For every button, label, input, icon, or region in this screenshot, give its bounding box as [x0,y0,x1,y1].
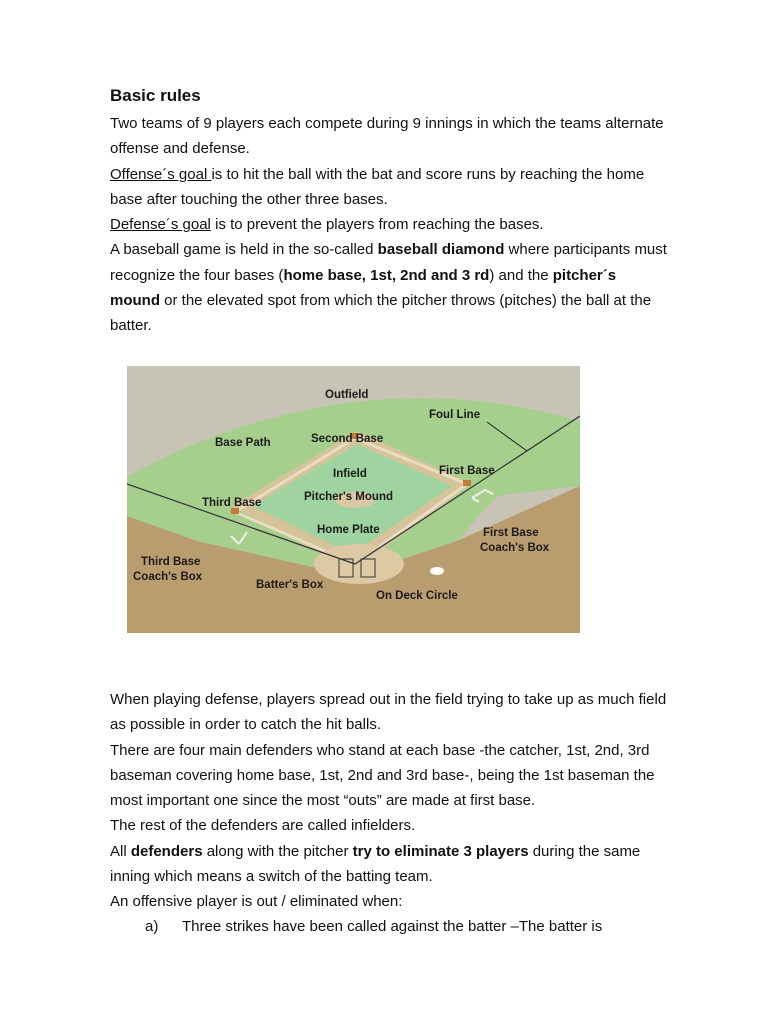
label-base-path: Base Path [215,437,271,449]
label-third-base-coach-line2: Coach's Box [133,571,203,583]
list-item-text: Three strikes have been called against the batter –The batter is [182,918,603,935]
defense-goal-term: Defense´s goal [110,216,211,234]
text-run: along with the pitcher [202,842,353,860]
list-marker: a) [145,918,159,935]
intro-paragraph-4 [110,237,670,338]
text-run: or the elevated spot from which the pitcher throws (pitches) the ball at the batter. [110,292,652,335]
page-heading: Basic rules [110,86,201,105]
intro-paragraph-1: Two teams of 9 players each compete during 9 innings in which the teams alternate offense and defense. [110,115,664,158]
defense-text [110,687,670,915]
text-run: where participants must recognize the four bases ( [110,241,667,284]
body-paragraph-1: When playing defense, players spread out in the field trying to take up as much field as possible in order to catch the hit balls. [110,691,667,734]
label-third-base-coach-line1: Third Base [141,556,201,568]
home-plate-circle [314,544,404,584]
bold-term: defenders [130,842,203,860]
intro-paragraph-3 [110,212,670,237]
baseball-diamond-diagram [127,366,580,633]
label-third-base: Third Base [202,497,262,509]
body-paragraph-2: There are four main defenders who stand at each base -the catcher, 1st, 2nd, 3rd baseman covering home base, 1st, 2nd and 3rd base-, being the 1st baseman the most important one since the most “outs” are made at first base. [110,741,655,810]
body-paragraph-4 [110,839,670,890]
label-pitchers-mound: Pitcher's Mound [304,491,393,503]
intro-text [110,111,670,339]
text-run: A baseball game is held in the so-called [110,241,378,259]
label-foul-line: Foul Line [429,409,481,421]
intro-paragraph-2 [110,162,670,213]
first-base-marker [463,480,471,486]
label-first-base: First Base [439,465,495,477]
offense-goal-term: Offense´s goal [110,165,212,183]
label-first-base-coach-line2: Coach's Box [480,542,550,554]
defense-goal-text: is to prevent the players from reaching the bases. [210,216,544,234]
bold-term: pitcher´s mound [110,266,617,310]
label-outfield: Outfield [325,389,369,401]
on-deck-circle-marker [430,567,444,575]
bold-term: try to eliminate 3 players [352,842,529,860]
text-run: ) and the [489,266,553,284]
label-infield: Infield [333,468,367,480]
label-first-base-coach-line1: First Base [483,527,539,539]
label-home-plate: Home Plate [317,524,380,536]
body-paragraph-5: An offensive player is out / eliminated when: [110,893,403,911]
label-batters-box: Batter's Box [256,579,324,591]
label-on-deck-circle: On Deck Circle [376,590,458,602]
body-paragraph-3: The rest of the defenders are called infielders. [110,817,416,835]
bold-term: home base, 1st, 2nd and 3 rd [283,266,490,284]
text-run: during the same inning which means a switch of the batting team. [110,842,641,886]
label-second-base: Second Base [311,433,384,445]
text-run: All [110,842,131,860]
offense-goal-text: is to hit the ball with the bat and score runs by reaching the home base after touching the other three bases. [110,165,645,208]
bold-term: baseball diamond [377,241,505,259]
